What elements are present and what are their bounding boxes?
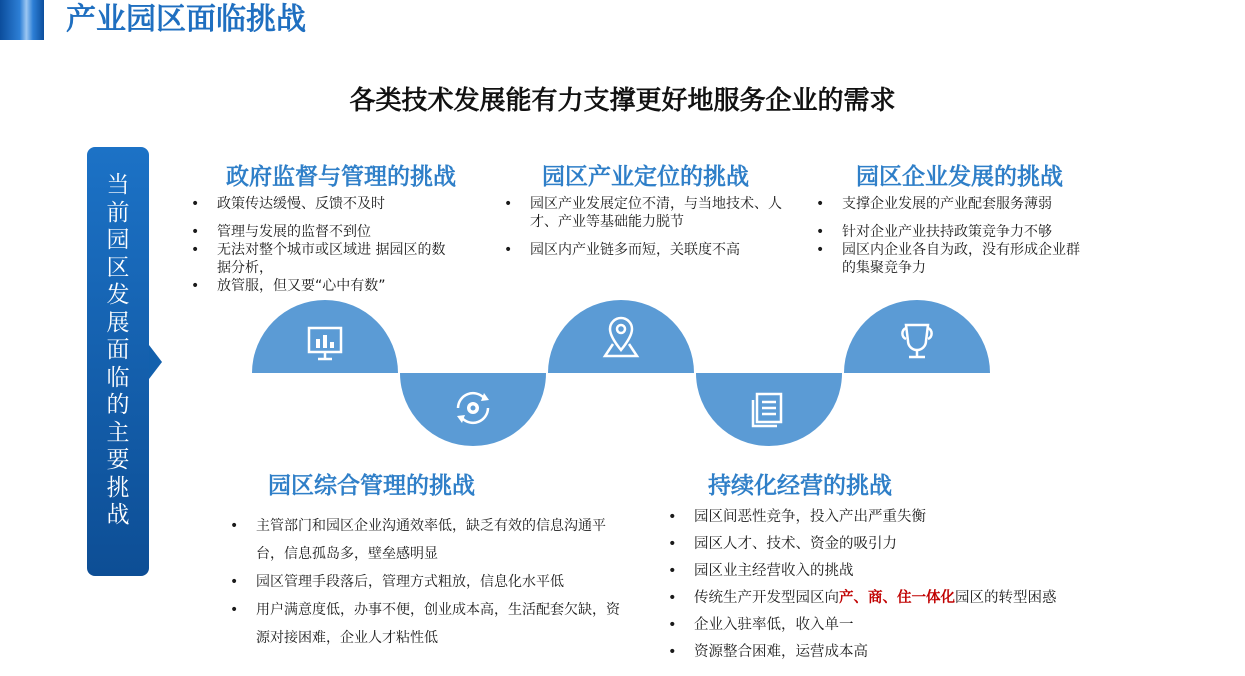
gov-challenge-title: 政府监督与管理的挑战 xyxy=(226,164,456,190)
list-item: • 放管服，但又要“心中有数” xyxy=(187,277,487,295)
half-circle-3 xyxy=(548,300,694,373)
sustainable-challenge-list xyxy=(664,504,1104,666)
positioning-challenge-list xyxy=(500,195,800,259)
list-item: • 政策传达缓慢、反馈不及时 xyxy=(187,195,487,213)
enterprise-challenge-title: 园区企业发展的挑战 xyxy=(856,164,1063,190)
highlight-text: 产、商、住一体化 xyxy=(839,590,955,606)
subtitle: 各类技术发展能有力支撑更好地服务企业的需求 xyxy=(349,86,896,116)
half-circle-5 xyxy=(844,300,990,373)
list-item xyxy=(664,585,1104,612)
list-item: • 园区业主经营收入的挑战 xyxy=(664,558,1104,585)
list-item: • 支撑企业发展的产业配套服务薄弱 xyxy=(812,195,1102,213)
list-item: • 无法对整个城市或区域进 据园区的数据分析， xyxy=(187,241,457,277)
management-challenge-title: 园区综合管理的挑战 xyxy=(268,473,475,499)
list-item: • 企业入驻率低，收入单一 xyxy=(664,612,1104,639)
enterprise-challenge-list xyxy=(812,195,1102,277)
positioning-challenge-title: 园区产业定位的挑战 xyxy=(542,164,749,190)
list-item: • 资源整合困难，运营成本高 xyxy=(664,639,1104,666)
sustainable-challenge-title: 持续化经营的挑战 xyxy=(708,473,892,499)
page-title: 产业园区面临挑战 xyxy=(66,2,306,37)
list-item: • 园区间恶性竞争，投入产出严重失衡 xyxy=(664,504,1104,531)
list-item: • 管理与发展的监督不到位 xyxy=(187,223,487,241)
management-challenge-list xyxy=(226,512,626,652)
list-item: • 用户满意度低，办事不便，创业成本高，生活配套欠缺，资源对接困难，企业人才粘性低 xyxy=(226,596,624,652)
side-label: 当前园区发展面临的主要挑战 xyxy=(106,172,130,528)
list-item: • 园区产业发展定位不清，与当地技术、人才、产业等基础能力脱节 xyxy=(500,195,792,231)
gov-challenge-list xyxy=(187,195,487,295)
list-item: • 主管部门和园区企业沟通效率低，缺乏有效的信息沟通平台，信息孤岛多，壁垒感明显 xyxy=(226,512,624,568)
item-text: 传统生产开发型园区向 xyxy=(694,590,839,606)
list-item: • 园区内企业各自为政，没有形成企业群的集聚竞争力 xyxy=(812,241,1087,277)
list-item: • 针对企业产业扶持政策竞争力不够 xyxy=(812,223,1102,241)
list-item: • 园区内产业链多而短，关联度不高 xyxy=(500,241,800,259)
half-circle-4 xyxy=(696,373,842,446)
list-item: • 园区管理手段落后，管理方式粗放，信息化水平低 xyxy=(226,568,626,596)
list-item: • 园区人才、技术、资金的吸引力 xyxy=(664,531,1104,558)
item-text: 园区的转型困惑 xyxy=(955,590,1057,606)
